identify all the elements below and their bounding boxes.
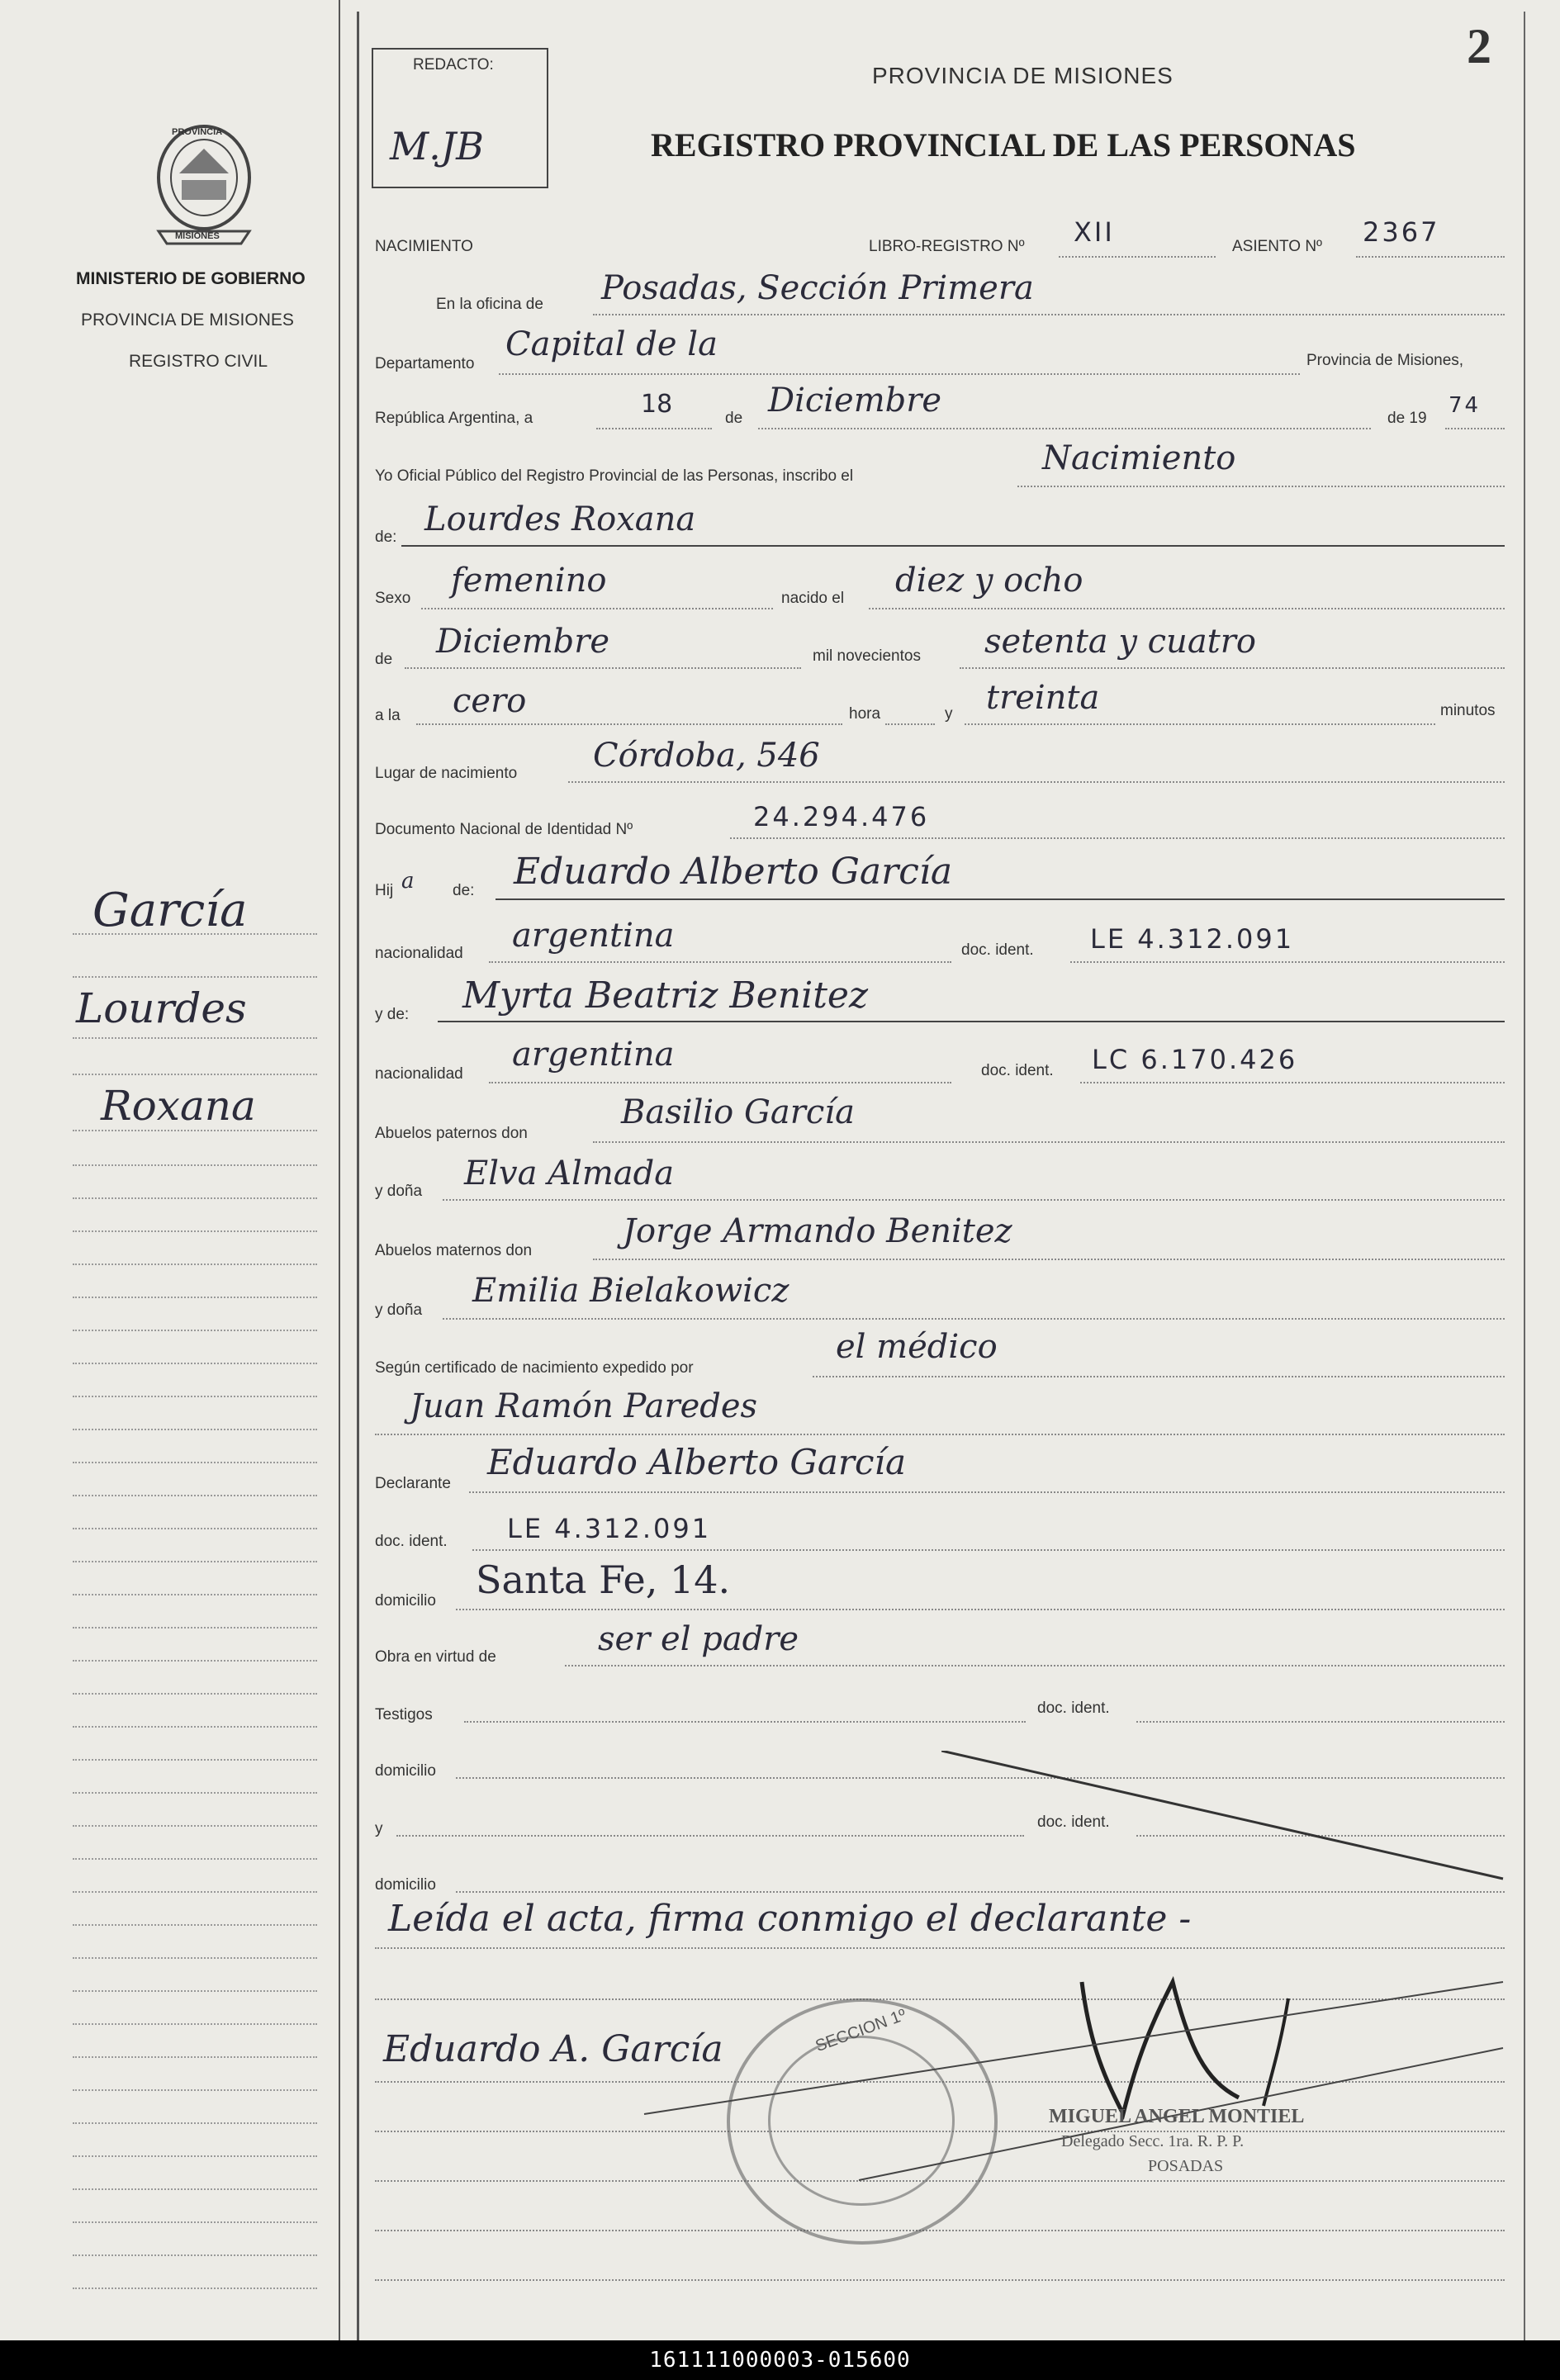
margin-second-name: Roxana — [101, 1082, 256, 1130]
madre-value: Myrta Beatriz Benitez — [462, 974, 869, 1017]
declarante-value: Eduardo Alberto García — [487, 1442, 906, 1482]
dotted-line — [1136, 1721, 1505, 1723]
departamento-value: Capital de la — [505, 325, 718, 363]
margin-line — [73, 2188, 317, 2190]
obra-value: ser el padre — [598, 1620, 799, 1658]
dotted-line — [1080, 1082, 1505, 1083]
footer-id: 161111000003-015600 — [649, 2348, 911, 2373]
margin-line — [73, 1891, 317, 1893]
oficina-value: Posadas, Sección Primera — [601, 269, 1034, 307]
domicilio-label: domicilio — [375, 1876, 436, 1894]
dotted-line — [499, 373, 1300, 375]
dotted-line — [1070, 961, 1505, 963]
medico-value: Juan Ramón Paredes — [410, 1387, 758, 1425]
dia-value: 18 — [641, 390, 673, 419]
margin-line — [73, 1957, 317, 1959]
seal-text: SECCION 1º — [813, 2006, 909, 2056]
footer-bar — [0, 2340, 1560, 2380]
hijo-suffix: a — [401, 869, 415, 894]
dotted-line — [593, 314, 1505, 315]
closing-text: Leída el acta, firma conmigo el declarante - — [388, 1898, 1192, 1940]
abuelo-materno-value: Jorge Armando Benitez — [623, 1212, 1012, 1250]
dotted-line — [375, 2230, 1505, 2231]
province-label: PROVINCIA DE MISIONES — [81, 311, 294, 330]
dotted-line — [965, 723, 1435, 725]
doc-ident-label: doc. ident. — [961, 941, 1034, 959]
dotted-line — [1059, 256, 1216, 258]
margin-line — [73, 1074, 317, 1075]
dotted-line — [469, 1491, 1505, 1493]
padre-value: Eduardo Alberto García — [514, 851, 953, 893]
margin-line — [73, 2254, 317, 2256]
margin-line — [73, 1561, 317, 1562]
y-label: y — [375, 1820, 383, 1837]
hora-label: hora — [849, 705, 881, 723]
emblem-bottom-text: MISIONES — [175, 231, 220, 241]
dotted-line — [869, 608, 1505, 609]
mes-value: Diciembre — [768, 382, 942, 420]
nacido-value: diez y ocho — [895, 562, 1083, 600]
dotted-line — [730, 837, 1505, 839]
republica-label: República Argentina, a — [375, 410, 533, 427]
hijo-label: Hij — [375, 882, 394, 899]
margin-line — [73, 2023, 317, 2025]
dotted-line — [758, 428, 1371, 429]
ydona-label: y doña — [375, 1301, 423, 1319]
dotted-line — [456, 1609, 1505, 1610]
de2-label: de — [375, 651, 393, 668]
margin-line — [73, 1297, 317, 1298]
libro-value: XII — [1074, 216, 1115, 248]
doc-ident-label: doc. ident. — [981, 1062, 1054, 1079]
header-title: REGISTRO PROVINCIAL DE LAS PERSONAS — [651, 126, 1356, 164]
anio-value: 74 — [1449, 393, 1482, 418]
dotted-line — [593, 1259, 1505, 1260]
dotted-line — [396, 1835, 1024, 1837]
dotted-line — [443, 1318, 1505, 1320]
margin-line — [73, 1363, 317, 1364]
margin-line — [73, 2056, 317, 2058]
margin-line — [73, 1037, 317, 1039]
dotted-line — [1356, 256, 1505, 258]
doc-ident-value: LE 4.312.091 — [507, 1513, 712, 1544]
margin-line — [73, 1330, 317, 1331]
minutos-label: minutos — [1440, 702, 1496, 719]
stamp-city: POSADAS — [1148, 2157, 1224, 2175]
dotted-line — [1445, 428, 1505, 429]
cancellation-line — [941, 1751, 1520, 1899]
margin-line — [73, 1660, 317, 1662]
dni-label: Documento Nacional de Identidad Nº — [375, 821, 633, 838]
libro-label: LIBRO-REGISTRO Nº — [869, 238, 1025, 255]
declarante-label: Declarante — [375, 1475, 451, 1492]
margin-first-name: Lourdes — [76, 984, 247, 1032]
margin-line — [73, 1528, 317, 1529]
certificado-value: el médico — [836, 1328, 998, 1366]
dotted-line — [472, 1549, 1505, 1551]
nacionalidad-label: nacionalidad — [375, 1065, 463, 1083]
margin-line — [73, 1627, 317, 1629]
abuela-materna-value: Emilia Bielakowicz — [472, 1272, 789, 1310]
ministry-label: MINISTERIO DE GOBIERNO — [76, 269, 306, 288]
dotted-line — [813, 1376, 1505, 1377]
dotted-line — [596, 428, 712, 429]
obra-label: Obra en virtud de — [375, 1648, 496, 1666]
margin-line — [73, 1197, 317, 1199]
certificado-label: Según certificado de nacimiento expedido por — [375, 1359, 694, 1377]
doc-ident-label: doc. ident. — [375, 1533, 448, 1550]
sexo-label: Sexo — [375, 590, 411, 607]
de-label: de — [725, 410, 743, 427]
margin-line — [73, 2221, 317, 2223]
provincia-label: Provincia de Misiones, — [1306, 352, 1464, 369]
nombre-value: Lourdes Roxana — [424, 500, 696, 538]
margin-line — [73, 1429, 317, 1430]
stamp-name: MIGUEL ANGEL MONTIEL — [1049, 2106, 1305, 2127]
doc-ident-label: doc. ident. — [1037, 1700, 1110, 1717]
margin-surname: García — [92, 884, 248, 937]
margin-line — [73, 1130, 317, 1131]
dotted-line — [375, 2279, 1505, 2281]
dotted-line — [1017, 486, 1505, 487]
domicilio-value: Santa Fe, 14. — [476, 1557, 731, 1602]
doc-ident-value: LC 6.170.426 — [1092, 1044, 1298, 1075]
dotted-line — [489, 1082, 951, 1083]
nacionalidad-value: argentina — [512, 1036, 675, 1074]
left-margin-column — [10, 0, 340, 2340]
margin-line — [73, 1759, 317, 1761]
solid-line — [496, 898, 1505, 900]
margin-line — [73, 1594, 317, 1595]
abuela-paterna-value: Elva Almada — [464, 1154, 675, 1192]
margin-line — [73, 1396, 317, 1397]
margin-line — [73, 1990, 317, 1992]
anio2-value: setenta y cuatro — [984, 623, 1256, 661]
asiento-label: ASIENTO Nº — [1232, 238, 1322, 255]
dni-value: 24.294.476 — [753, 801, 930, 832]
declarante-signature: Eduardo A. García — [383, 2028, 723, 2070]
dotted-line — [565, 1665, 1505, 1666]
emblem-top-text: PROVINCIA — [172, 127, 223, 137]
margin-line — [73, 1495, 317, 1496]
nacido-label: nacido el — [781, 590, 845, 607]
dotted-line — [489, 961, 951, 963]
domicilio-label: domicilio — [375, 1592, 436, 1610]
mes2-value: Diciembre — [436, 623, 610, 661]
dotted-line — [416, 723, 842, 725]
margin-line — [73, 2122, 317, 2124]
doc-ident-value: LE 4.312.091 — [1090, 923, 1295, 955]
doc-ident-label: doc. ident. — [1037, 1813, 1110, 1831]
departamento-label: Departamento — [375, 355, 475, 372]
abuelo-paterno-value: Basilio García — [621, 1093, 855, 1131]
dotted-line — [568, 781, 1505, 783]
dotted-line — [405, 667, 801, 669]
registry-label: REGISTRO CIVIL — [129, 352, 268, 371]
de-nombre-label: de: — [375, 529, 397, 546]
margin-line — [73, 1164, 317, 1166]
margin-line — [73, 1792, 317, 1794]
margin-line — [73, 1230, 317, 1232]
margin-line — [73, 933, 317, 935]
hijo-de-label: de: — [453, 882, 475, 899]
yde-label: y de: — [375, 1006, 410, 1023]
solid-line — [401, 545, 1505, 547]
dotted-line — [885, 723, 935, 725]
stamp-role: Delegado Secc. 1ra. R. P. P. — [1061, 2132, 1245, 2150]
nacionalidad-value: argentina — [512, 917, 675, 955]
y-label: y — [945, 705, 953, 723]
margin-line — [73, 2288, 317, 2289]
abuelos-maternos-label: Abuelos maternos don — [375, 1242, 533, 1259]
margin-line — [73, 1263, 317, 1265]
margin-line — [73, 2089, 317, 2091]
dotted-line — [960, 667, 1505, 669]
lugar-value: Córdoba, 546 — [593, 737, 820, 775]
oficina-label: En la oficina de — [436, 296, 543, 313]
lugar-label: Lugar de nacimiento — [375, 765, 518, 782]
official-signature — [611, 1949, 1520, 2197]
redacto-label: REDACTO: — [413, 56, 494, 73]
mil-label: mil novecientos — [813, 647, 921, 665]
record-type-label: NACIMIENTO — [375, 238, 473, 255]
margin-line — [73, 1858, 317, 1860]
domicilio-label: domicilio — [375, 1762, 436, 1780]
nacionalidad-label: nacionalidad — [375, 945, 463, 962]
dotted-line — [421, 608, 773, 609]
dotted-line — [443, 1199, 1505, 1201]
dotted-line — [593, 1141, 1505, 1143]
margin-line — [73, 976, 317, 978]
inscribo-value: Nacimiento — [1042, 439, 1236, 477]
sexo-value: femenino — [451, 562, 607, 600]
margin-line — [73, 1924, 317, 1926]
minutos-value: treinta — [986, 679, 1100, 717]
dotted-line — [375, 1434, 1505, 1435]
dotted-line — [464, 1721, 1026, 1723]
asiento-value: 2367 — [1363, 216, 1440, 248]
anio-label: de 19 — [1387, 410, 1427, 427]
hora-value: cero — [453, 682, 527, 720]
ydona-label: y doña — [375, 1183, 423, 1200]
page-number: 2 — [1467, 19, 1491, 73]
testigos-label: Testigos — [375, 1706, 433, 1723]
margin-line — [73, 1693, 317, 1695]
margin-line — [73, 1462, 317, 1463]
ala-label: a la — [375, 707, 401, 724]
margin-line — [73, 2155, 317, 2157]
oficial-label: Yo Oficial Público del Registro Provincial de las Personas, inscribo el — [375, 467, 854, 485]
redacto-initials: M.JB — [390, 124, 484, 168]
abuelos-paternos-label: Abuelos paternos don — [375, 1125, 528, 1142]
header-province: PROVINCIA DE MISIONES — [872, 63, 1174, 88]
margin-line — [73, 1825, 317, 1827]
solid-line — [438, 1021, 1505, 1022]
margin-line — [73, 1726, 317, 1728]
